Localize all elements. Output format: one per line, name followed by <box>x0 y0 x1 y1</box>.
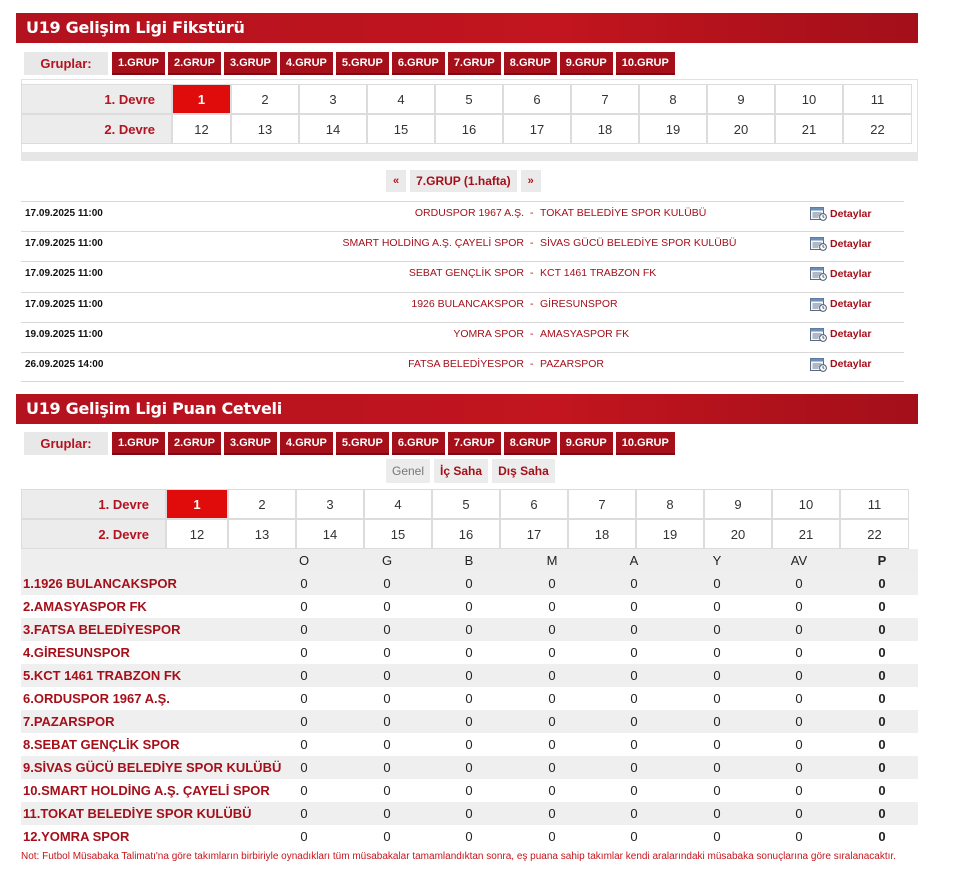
standings-row <box>21 710 918 733</box>
calendar-detail-icon <box>810 297 827 312</box>
column-header-av: AV <box>790 553 808 568</box>
week-1[interactable]: 1 <box>172 84 231 114</box>
stat-av: 0 <box>795 783 803 798</box>
group-button-6[interactable]: 6.GRUP <box>392 432 445 455</box>
team-name-link[interactable]: 4.GİRESUNSPOR <box>23 645 130 660</box>
stat-p: 0 <box>878 599 886 614</box>
stat-m: 0 <box>548 622 556 637</box>
team-name-link[interactable]: 9.SİVAS GÜCÜ BELEDİYE SPOR KULÜBÜ <box>23 760 282 775</box>
stat-g: 0 <box>383 806 391 821</box>
week-16[interactable]: 16 <box>432 519 500 549</box>
stat-o: 0 <box>300 829 308 844</box>
tab-ic-saha[interactable]: İç Saha <box>434 459 488 483</box>
column-header-o: O <box>298 553 310 568</box>
standings-row <box>21 825 918 848</box>
stat-b: 0 <box>465 783 473 798</box>
stat-a: 0 <box>630 668 638 683</box>
week-6[interactable]: 6 <box>500 489 568 519</box>
stat-m: 0 <box>548 760 556 775</box>
group-button-3[interactable]: 3.GRUP <box>224 52 277 75</box>
standings-devre1-label: 1. Devre <box>21 489 166 519</box>
stat-av: 0 <box>795 691 803 706</box>
match-separator: - <box>530 357 534 370</box>
stat-av: 0 <box>795 599 803 614</box>
stat-a: 0 <box>630 760 638 775</box>
week-2[interactable]: 2 <box>228 489 296 519</box>
week-8[interactable]: 8 <box>639 84 707 114</box>
fixture-groups-bar <box>24 52 675 75</box>
stat-g: 0 <box>383 691 391 706</box>
away-team-link[interactable]: AMASYASPOR FK <box>540 327 630 340</box>
stat-a: 0 <box>630 714 638 729</box>
standings-note: Not: Futbol Müsabaka Talimatı'na göre takımların birbiriyle oynadıkları tüm müsabakalar tamamlandıktan sonra, eş puana sahip takımlar kendi aralarındaki müsabaka sonuçlarına göre sıralanacaktır. <box>21 851 896 862</box>
group-button-7[interactable]: 7.GRUP <box>448 52 501 75</box>
team-name-link[interactable]: 11.TOKAT BELEDİYE SPOR KULÜBÜ <box>23 806 252 821</box>
detail-label: Detaylar <box>830 207 872 220</box>
home-team-link[interactable]: ORDUSPOR 1967 A.Ş. <box>414 207 524 219</box>
group-button-8[interactable]: 8.GRUP <box>504 52 557 75</box>
fixture-devre1-label: 1. Devre <box>21 84 172 114</box>
stat-av: 0 <box>795 714 803 729</box>
calendar-detail-icon <box>810 206 827 221</box>
calendar-detail-icon <box>810 357 827 372</box>
stat-b: 0 <box>465 714 473 729</box>
standings-row <box>21 687 918 710</box>
detail-label: Detaylar <box>830 267 872 280</box>
column-header-p: P <box>877 553 887 568</box>
match-row <box>21 292 904 322</box>
standings-row <box>21 733 918 756</box>
stat-m: 0 <box>548 783 556 798</box>
stat-b: 0 <box>465 737 473 752</box>
week-11[interactable]: 11 <box>840 489 909 519</box>
match-row <box>21 231 904 261</box>
week-9[interactable]: 9 <box>707 84 775 114</box>
stat-y: 0 <box>713 645 721 660</box>
column-header-a: A <box>629 553 639 568</box>
week-14[interactable]: 14 <box>296 519 364 549</box>
stat-g: 0 <box>383 760 391 775</box>
standings-title: U19 Gelişim Ligi Puan Cetveli <box>16 394 918 424</box>
week-13[interactable]: 13 <box>231 114 299 144</box>
stat-av: 0 <box>795 576 803 591</box>
stat-b: 0 <box>465 645 473 660</box>
week-3[interactable]: 3 <box>296 489 364 519</box>
stat-m: 0 <box>548 714 556 729</box>
team-name-link[interactable]: 2.AMASYASPOR FK <box>23 599 147 614</box>
stat-b: 0 <box>465 691 473 706</box>
week-15[interactable]: 15 <box>364 519 432 549</box>
stat-o: 0 <box>300 599 308 614</box>
stat-a: 0 <box>630 829 638 844</box>
stat-g: 0 <box>383 783 391 798</box>
stat-av: 0 <box>795 737 803 752</box>
standings-row <box>21 572 918 595</box>
stat-g: 0 <box>383 668 391 683</box>
group-button-4[interactable]: 4.GRUP <box>280 432 333 455</box>
group-button-6[interactable]: 6.GRUP <box>392 52 445 75</box>
week-8[interactable]: 8 <box>636 489 704 519</box>
match-row <box>21 201 904 231</box>
stat-av: 0 <box>795 829 803 844</box>
stat-m: 0 <box>548 691 556 706</box>
stat-o: 0 <box>300 645 308 660</box>
stat-y: 0 <box>713 714 721 729</box>
fixture-devre2-label: 2. Devre <box>21 114 172 144</box>
standings-row <box>21 595 918 618</box>
stat-m: 0 <box>548 806 556 821</box>
stat-g: 0 <box>383 622 391 637</box>
detail-label: Detaylar <box>830 298 872 311</box>
group-button-2[interactable]: 2.GRUP <box>168 52 221 75</box>
group-button-1[interactable]: 1.GRUP <box>112 432 165 455</box>
home-team-link[interactable]: 1926 BULANCAKSPOR <box>411 297 524 310</box>
stat-b: 0 <box>465 622 473 637</box>
stat-y: 0 <box>713 760 721 775</box>
stat-b: 0 <box>465 806 473 821</box>
group-button-5[interactable]: 5.GRUP <box>336 52 389 75</box>
match-list <box>21 201 904 382</box>
detail-label: Detaylar <box>830 328 872 341</box>
team-name-link[interactable]: 6.ORDUSPOR 1967 A.Ş. <box>23 691 170 706</box>
stat-m: 0 <box>548 829 556 844</box>
group-button-1[interactable]: 1.GRUP <box>112 52 165 75</box>
week-navigation <box>386 170 541 192</box>
week-9[interactable]: 9 <box>704 489 772 519</box>
week-22[interactable]: 22 <box>840 519 909 549</box>
standings-row <box>21 779 918 802</box>
standings-devre2-label: 2. Devre <box>21 519 166 549</box>
home-team-link[interactable]: SMART HOLDİNG A.Ş. ÇAYELİ SPOR <box>342 237 524 250</box>
match-row <box>21 261 904 291</box>
week-5[interactable]: 5 <box>432 489 500 519</box>
stat-p: 0 <box>878 576 886 591</box>
stat-o: 0 <box>300 576 308 591</box>
week-18[interactable]: 18 <box>568 519 636 549</box>
stat-p: 0 <box>878 691 886 706</box>
stat-a: 0 <box>630 622 638 637</box>
standings-row <box>21 664 918 687</box>
group-button-3[interactable]: 3.GRUP <box>224 432 277 455</box>
fixture-title: U19 Gelişim Ligi Fikstürü <box>16 13 918 43</box>
week-14[interactable]: 14 <box>299 114 367 144</box>
stat-o: 0 <box>300 622 308 637</box>
stat-g: 0 <box>383 645 391 660</box>
stat-g: 0 <box>383 737 391 752</box>
home-team-link[interactable]: FATSA BELEDİYESPOR <box>408 357 524 370</box>
week-22[interactable]: 22 <box>843 114 912 144</box>
stat-y: 0 <box>713 737 721 752</box>
stat-a: 0 <box>630 806 638 821</box>
match-date: 17.09.2025 11:00 <box>25 268 103 280</box>
stat-p: 0 <box>878 806 886 821</box>
stat-o: 0 <box>300 806 308 821</box>
week-17[interactable]: 17 <box>503 114 571 144</box>
home-team-link[interactable]: YOMRA SPOR <box>453 327 524 340</box>
stat-m: 0 <box>548 668 556 683</box>
week-10[interactable]: 10 <box>775 84 843 114</box>
stat-p: 0 <box>878 760 886 775</box>
next-week-button[interactable]: » <box>521 170 541 192</box>
match-separator: - <box>530 297 534 310</box>
match-separator: - <box>530 267 534 280</box>
stat-o: 0 <box>300 737 308 752</box>
week-15[interactable]: 15 <box>367 114 435 144</box>
stat-a: 0 <box>630 576 638 591</box>
match-detail-link[interactable] <box>810 206 871 221</box>
week-2[interactable]: 2 <box>231 84 299 114</box>
match-date: 19.09.2025 11:00 <box>25 328 103 340</box>
match-separator: - <box>530 237 534 250</box>
away-team-link[interactable]: TOKAT BELEDİYE SPOR KULÜBÜ <box>540 207 707 219</box>
group-button-9[interactable]: 9.GRUP <box>560 432 613 455</box>
match-separator: - <box>530 327 534 340</box>
standings-view-tabs <box>386 459 559 483</box>
group-button-10[interactable]: 10.GRUP <box>616 432 675 455</box>
standings-row <box>21 802 918 825</box>
stat-av: 0 <box>795 668 803 683</box>
week-10[interactable]: 10 <box>772 489 840 519</box>
fixture-week-panel-footer <box>21 152 918 161</box>
stat-a: 0 <box>630 737 638 752</box>
week-4[interactable]: 4 <box>364 489 432 519</box>
stat-y: 0 <box>713 576 721 591</box>
column-header-m: M <box>546 553 558 568</box>
stat-y: 0 <box>713 691 721 706</box>
match-date: 26.09.2025 14:00 <box>25 358 104 370</box>
week-6[interactable]: 6 <box>503 84 571 114</box>
stat-a: 0 <box>630 599 638 614</box>
stat-g: 0 <box>383 829 391 844</box>
team-name-link[interactable]: 1.1926 BULANCAKSPOR <box>23 576 177 591</box>
week-5[interactable]: 5 <box>435 84 503 114</box>
stat-b: 0 <box>465 829 473 844</box>
away-team-link[interactable]: KCT 1461 TRABZON FK <box>540 267 657 280</box>
stat-a: 0 <box>630 783 638 798</box>
week-12[interactable]: 12 <box>172 114 231 144</box>
standings-header-row <box>21 549 918 572</box>
match-detail-link[interactable] <box>810 357 871 372</box>
team-name-link[interactable]: 10.SMART HOLDİNG A.Ş. ÇAYELİ SPOR <box>23 783 270 798</box>
away-team-link[interactable]: GİRESUNSPOR <box>540 297 618 310</box>
match-date: 17.09.2025 11:00 <box>25 238 103 250</box>
group-button-8[interactable]: 8.GRUP <box>504 432 557 455</box>
stat-p: 0 <box>878 829 886 844</box>
week-16[interactable]: 16 <box>435 114 503 144</box>
week-7[interactable]: 7 <box>568 489 636 519</box>
match-detail-link[interactable] <box>810 297 871 312</box>
stat-o: 0 <box>300 691 308 706</box>
stat-y: 0 <box>713 783 721 798</box>
stat-y: 0 <box>713 622 721 637</box>
stat-p: 0 <box>878 622 886 637</box>
stat-av: 0 <box>795 622 803 637</box>
stat-b: 0 <box>465 760 473 775</box>
standings-row <box>21 618 918 641</box>
stat-y: 0 <box>713 668 721 683</box>
stat-p: 0 <box>878 783 886 798</box>
week-20[interactable]: 20 <box>704 519 772 549</box>
week-13[interactable]: 13 <box>228 519 296 549</box>
week-21[interactable]: 21 <box>772 519 840 549</box>
stat-p: 0 <box>878 714 886 729</box>
stat-y: 0 <box>713 599 721 614</box>
stat-av: 0 <box>795 806 803 821</box>
detail-label: Detaylar <box>830 237 872 250</box>
week-20[interactable]: 20 <box>707 114 775 144</box>
group-button-9[interactable]: 9.GRUP <box>560 52 613 75</box>
tab-genel[interactable]: Genel <box>386 459 430 483</box>
stat-av: 0 <box>795 645 803 660</box>
stat-g: 0 <box>383 599 391 614</box>
away-team-link[interactable]: SİVAS GÜCÜ BELEDİYE SPOR KULÜBÜ <box>540 237 737 250</box>
stat-o: 0 <box>300 783 308 798</box>
stat-g: 0 <box>383 714 391 729</box>
team-name-link[interactable]: 12.YOMRA SPOR <box>23 829 130 844</box>
column-header-g: G <box>381 553 393 568</box>
detail-label: Detaylar <box>830 358 872 371</box>
group-button-2[interactable]: 2.GRUP <box>168 432 221 455</box>
stat-b: 0 <box>465 576 473 591</box>
stat-o: 0 <box>300 714 308 729</box>
standings-row <box>21 756 918 779</box>
stat-o: 0 <box>300 668 308 683</box>
match-date: 17.09.2025 11:00 <box>25 208 103 219</box>
week-19[interactable]: 19 <box>636 519 704 549</box>
standings-row <box>21 641 918 664</box>
stat-p: 0 <box>878 737 886 752</box>
week-17[interactable]: 17 <box>500 519 568 549</box>
team-name-link[interactable]: 3.FATSA BELEDİYESPOR <box>23 622 181 637</box>
team-name-link[interactable]: 8.SEBAT GENÇLİK SPOR <box>23 737 180 752</box>
week-18[interactable]: 18 <box>571 114 639 144</box>
stat-b: 0 <box>465 668 473 683</box>
column-header-b: B <box>464 553 474 568</box>
stat-y: 0 <box>713 829 721 844</box>
stat-m: 0 <box>548 737 556 752</box>
week-11[interactable]: 11 <box>843 84 912 114</box>
stat-b: 0 <box>465 599 473 614</box>
calendar-detail-icon <box>810 266 827 281</box>
week-21[interactable]: 21 <box>775 114 843 144</box>
standings-table <box>21 549 918 848</box>
stat-a: 0 <box>630 645 638 660</box>
week-12[interactable]: 12 <box>166 519 228 549</box>
week-7[interactable]: 7 <box>571 84 639 114</box>
team-name-link[interactable]: 5.KCT 1461 TRABZON FK <box>23 668 182 683</box>
away-team-link[interactable]: PAZARSPOR <box>540 357 604 370</box>
column-header-y: Y <box>712 553 722 568</box>
match-detail-link[interactable] <box>810 236 871 251</box>
fixture-groups-label: Gruplar: <box>24 52 108 75</box>
match-date: 17.09.2025 11:00 <box>25 298 103 310</box>
match-detail-link[interactable] <box>810 266 871 281</box>
match-row <box>21 322 904 352</box>
stat-o: 0 <box>300 760 308 775</box>
stat-m: 0 <box>548 599 556 614</box>
match-detail-link[interactable] <box>810 327 871 342</box>
fixture-week-selector <box>21 84 912 144</box>
calendar-detail-icon <box>810 327 827 342</box>
week-1[interactable]: 1 <box>166 489 228 519</box>
stat-m: 0 <box>548 576 556 591</box>
week-3[interactable]: 3 <box>299 84 367 114</box>
group-button-5[interactable]: 5.GRUP <box>336 432 389 455</box>
match-row <box>21 352 904 382</box>
team-name-link[interactable]: 7.PAZARSPOR <box>23 714 115 729</box>
stat-y: 0 <box>713 806 721 821</box>
match-separator: - <box>530 207 534 219</box>
prev-week-button[interactable]: « <box>386 170 406 192</box>
calendar-detail-icon <box>810 236 827 251</box>
stat-a: 0 <box>630 691 638 706</box>
group-button-10[interactable]: 10.GRUP <box>616 52 675 75</box>
stat-p: 0 <box>878 645 886 660</box>
standings-groups-label: Gruplar: <box>24 432 108 455</box>
stat-av: 0 <box>795 760 803 775</box>
standings-groups-bar <box>24 432 675 455</box>
stat-m: 0 <box>548 645 556 660</box>
stat-g: 0 <box>383 576 391 591</box>
week-4[interactable]: 4 <box>367 84 435 114</box>
week-19[interactable]: 19 <box>639 114 707 144</box>
tab-dis-saha[interactable]: Dış Saha <box>492 459 555 483</box>
group-button-7[interactable]: 7.GRUP <box>448 432 501 455</box>
group-button-4[interactable]: 4.GRUP <box>280 52 333 75</box>
home-team-link[interactable]: SEBAT GENÇLİK SPOR <box>408 267 524 280</box>
stat-p: 0 <box>878 668 886 683</box>
current-week-label: 7.GRUP (1.hafta) <box>410 170 516 192</box>
standings-week-selector <box>21 489 909 549</box>
